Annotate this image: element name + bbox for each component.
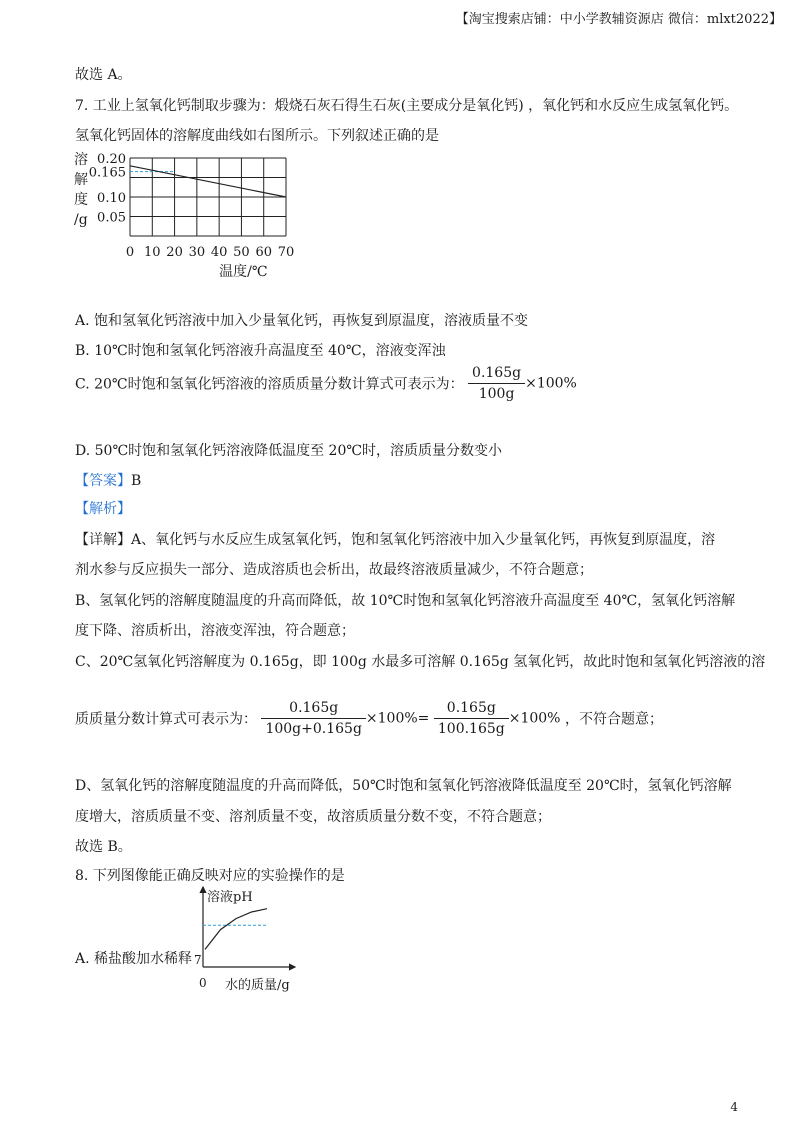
- q8-option-a: A. 稀盐酸加水稀释: [75, 951, 193, 967]
- detail-tag: 【详解】: [75, 532, 131, 548]
- x-tick-label: 50: [233, 245, 250, 260]
- answer-value: B: [131, 473, 142, 489]
- page-number: 4: [730, 1100, 738, 1114]
- fraction-numerator: 0.165g: [468, 365, 525, 384]
- detail-c-fraction-1: [261, 700, 365, 737]
- y-tick-label: 0.10: [97, 191, 126, 206]
- q7-option-a: A. 饱和氢氧化钙溶液中加入少量氧化钙，再恢复到原温度，溶液质量不变: [75, 313, 529, 329]
- detail-d-line2: 度增大，溶质质量不变、溶剂质量不变，故溶质质量分数不变，不符合题意；: [75, 809, 551, 825]
- ph-chart-origin: 0: [199, 976, 207, 990]
- analysis-tag: 【解析】: [75, 501, 131, 517]
- solubility-chart-x-label: 温度/℃: [219, 264, 268, 280]
- fraction-denominator: 100g+0.165g: [265, 721, 362, 737]
- y-tick-label: 0.165: [88, 165, 126, 181]
- q7-option-c-fraction: [468, 365, 525, 402]
- y-tick-label: 0.20: [97, 152, 126, 167]
- fraction-denominator: 100g: [478, 386, 515, 402]
- x-tick-label: 40: [210, 245, 228, 260]
- ph-chart: [185, 885, 305, 997]
- fraction-numerator: 0.165g: [434, 700, 509, 719]
- solubility-chart: [70, 148, 310, 298]
- ph-curve: [205, 909, 267, 950]
- y-tick-label: 0.05: [97, 210, 126, 226]
- solubility-chart-grid: [130, 158, 286, 236]
- q7-stem-line2: 氢氧化钙固体的溶解度曲线如右图所示。下列叙述正确的是: [75, 128, 439, 144]
- q8-stem: 8. 下列图像能正确反映对应的实验操作的是: [75, 868, 345, 884]
- y-label-char: 溶: [74, 152, 88, 168]
- fraction-multiplier: ×100%: [525, 375, 577, 392]
- x-tick-label: 20: [166, 245, 183, 260]
- q7-option-c: [75, 365, 577, 402]
- fraction-multiplier: ×100%: [508, 710, 561, 727]
- previous-answer: 故选 A。: [75, 67, 132, 83]
- detail-d-line1: D、氢氧化钙的溶解度随温度的升高而降低，50℃时饱和氢氧化钙溶液降低温度至 20℃时，氢氧化钙溶解: [75, 778, 732, 794]
- q7-option-c-text: C. 20℃时饱和氢氧化钙溶液的溶质质量分数计算式可表示为：: [75, 376, 464, 393]
- fraction-multiplier: ×100%=: [365, 710, 430, 727]
- detail-c-line1: C、20℃氢氧化钙溶解度为 0.165g，即 100g 水最多可溶解 0.165g 氢氧化钙，故此时饱和氢氧化钙溶液的溶: [75, 654, 766, 670]
- solubility-curve: [130, 166, 286, 197]
- y-label-char: 解: [74, 172, 88, 188]
- x-tick-label: 70: [277, 245, 295, 260]
- detail-a-line1: [75, 529, 715, 549]
- detail-c-suffix: ，不符合题意；: [564, 711, 663, 728]
- detail-a-line2: 剂水参与反应损失一部分、造成溶质也会析出，故最终溶液质量减少，不符合题意；: [75, 562, 593, 578]
- ph-chart-y-tick-7: 7: [194, 953, 202, 967]
- detail-b-line1: B、氢氧化钙的溶解度随温度的升高而降低，故 10℃时饱和氢氧化钙溶液升高温度至 40℃，氢氧化钙溶解: [75, 593, 736, 609]
- fraction-numerator: 0.165g: [261, 700, 365, 719]
- x-tick-label: 0: [125, 245, 135, 260]
- ph-chart-x-label: 水的质量/g: [225, 978, 290, 993]
- q7-option-d: D. 50℃时饱和氢氧化钙溶液降低温度至 20℃时，溶质质量分数变小: [75, 443, 503, 459]
- detail-c-fraction-2: [434, 700, 509, 737]
- solubility-chart-y-label: [74, 151, 88, 228]
- detail-a-text: A、氧化钙与水反应生成氢氧化钙，饱和氢氧化钙溶液中加入少量氧化钙，再恢复到原温度，溶: [131, 532, 716, 548]
- solubility-chart-x-ticks: [126, 245, 294, 260]
- y-label-char: /g: [74, 212, 88, 228]
- solubility-chart-y-ticks: [89, 152, 126, 226]
- conclusion: 故选 B。: [75, 839, 132, 855]
- answer-block: [75, 470, 141, 490]
- detail-c-line2: [75, 700, 663, 737]
- x-tick-label: 60: [255, 245, 272, 260]
- header-shop-banner: 【淘宝搜索店铺：中小学教辅资源店 微信：mlxt2022】: [455, 12, 782, 27]
- q7-stem-line1: 7. 工业上氢氧化钙制取步骤为：煅烧石灰石得生石灰(主要成分是氧化钙) ，氧化钙和水反应生成氢氧化钙。: [75, 98, 739, 114]
- q7-option-b: B. 10℃时饱和氢氧化钙溶液升高温度至 40℃，溶液变浑浊: [75, 343, 446, 359]
- detail-c-prefix: 质质量分数计算式可表示为：: [75, 711, 257, 728]
- fraction-denominator: 100.165g: [437, 721, 505, 737]
- y-label-char: 度: [74, 192, 88, 208]
- answer-tag: 【答案】: [75, 473, 131, 489]
- detail-b-line2: 度下降、溶质析出，溶液变浑浊，符合题意；: [75, 623, 355, 639]
- x-tick-label: 10: [144, 245, 161, 260]
- ph-chart-y-label: 溶液pH: [207, 890, 253, 905]
- x-tick-label: 30: [188, 245, 206, 260]
